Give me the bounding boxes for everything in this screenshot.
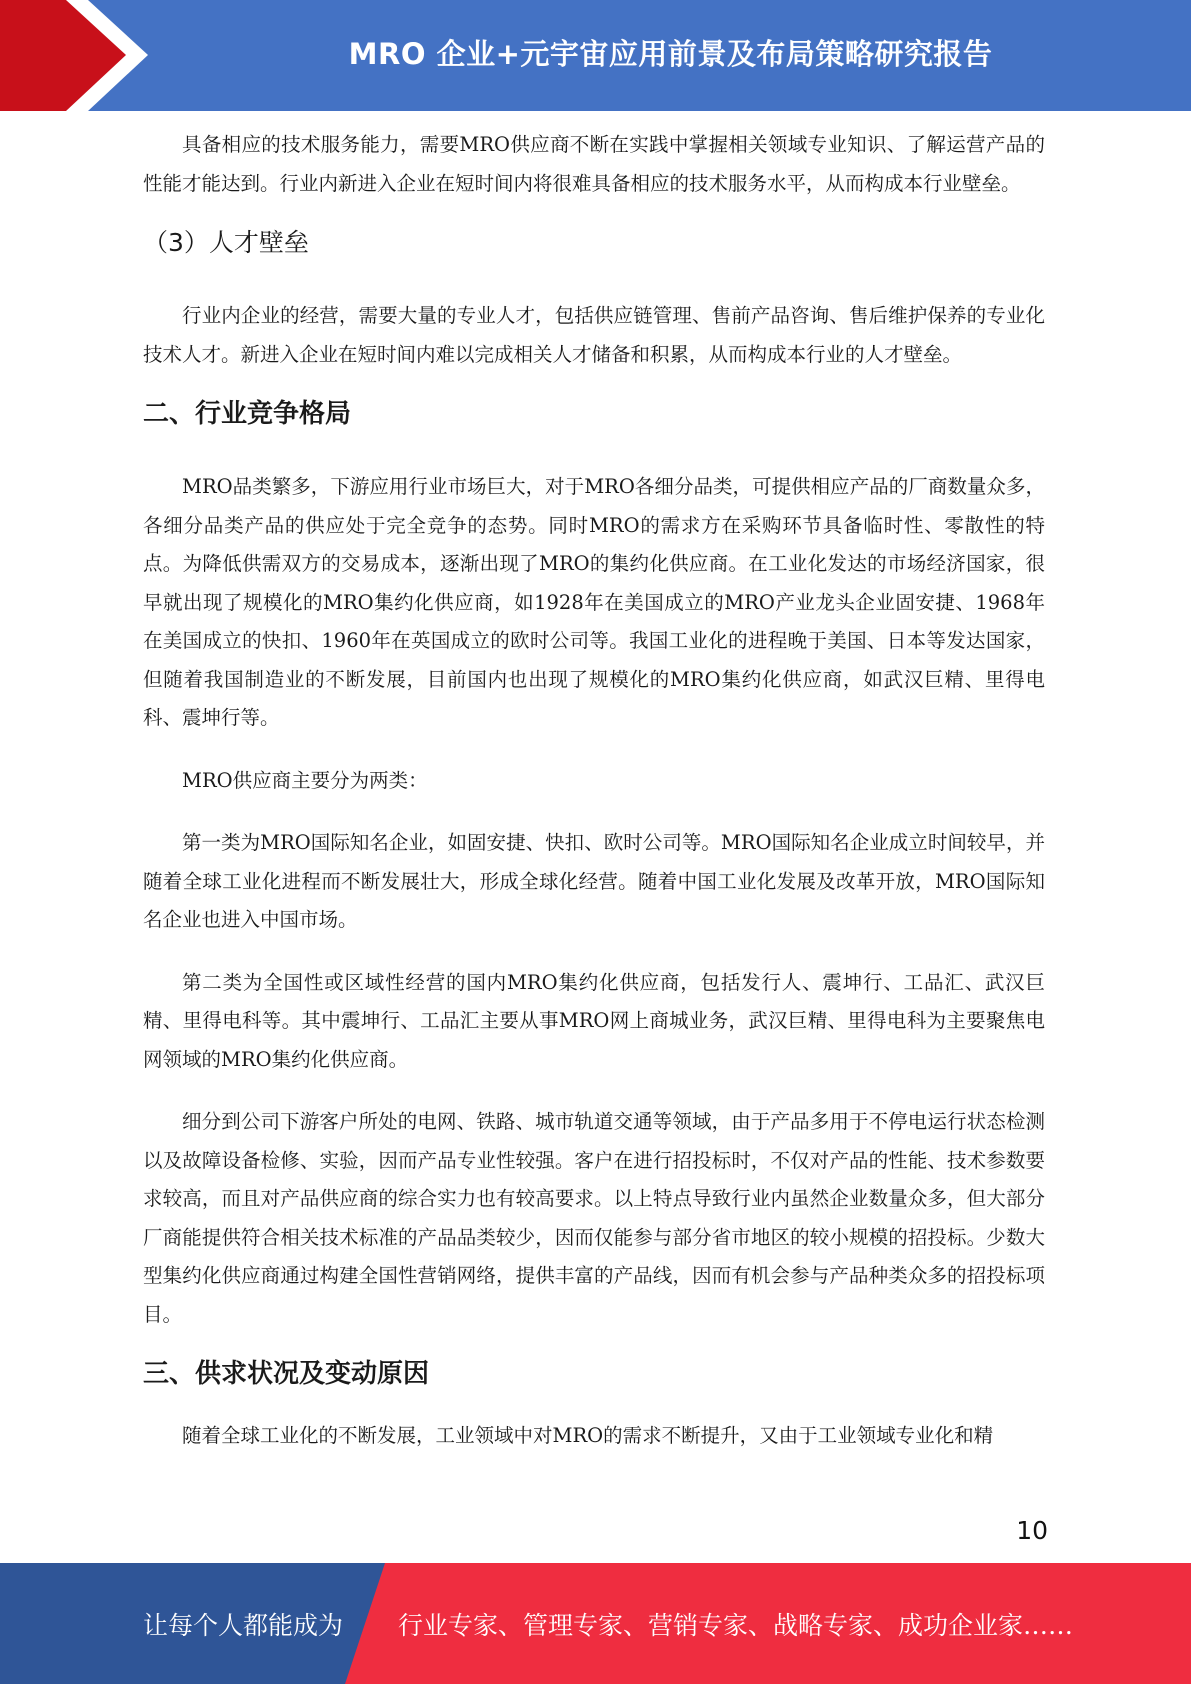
paragraph: 细分到公司下游客户所处的电网、铁路、城市轨道交通等领域，由于产品多用于不停电运行状态检测以及故障设备检修、实验，因而产品专业性较强。客户在进行招投标时，不仅对产品的性能、技术参数要求较高，而且对产品供应商的综合实力也有较高要求。以上特点导致行业内虽然企业数量众多，但大部分厂商能提供符合相关技术标准的产品品类较少，因而仅能参与部分省市地区的较小规模的招投标。少数大型集约化供应商通过构建全国性营销网络，提供丰富的产品线，因而有机会参与产品种类众多的招投标项目。 xyxy=(143,1110,1045,1326)
header-bar xyxy=(0,0,1191,111)
section-heading-competition: 二、行业竞争格局 xyxy=(143,399,352,429)
paragraph: 第二类为全国性或区域性经营的国内MRO集约化供应商，包括发行人、震坤行、工品汇、武汉巨精、里得电科等。其中震坤行、工品汇主要从事MRO网上商城业务，武汉巨精、里得电科为主要聚焦电网领域的MRO集约化供应商。 xyxy=(143,970,1045,1071)
report-title: MRO 企业+元宇宙应用前景及布局策略研究报告 xyxy=(348,36,993,71)
paragraph: 第一类为MRO国际知名企业，如固安捷、快扣、欧时公司等。MRO国际知名企业成立时间较早，并随着全球工业化进程而不断发展壮大，形成全球化经营。随着中国工业化发展及改革开放，MRO国际知名企业也进入中国市场。 xyxy=(143,831,1045,931)
paragraph: MRO品类繁多，下游应用行业市场巨大，对于MRO各细分品类，可提供相应产品的厂商数量众多，各细分品类产品的供应处于完全竞争的态势。同时MRO的需求方在采购环节具备临时性、零散性的特点。为降低供需双方的交易成本，逐渐出现了MRO的集约化供应商。在工业化发达的市场经济国家，很早就出现了规模化的MRO集约化供应商，如1928年在美国成立的MRO产业龙头企业固安捷、1968年在美国成立的快扣、1960年在英国成立的欧时公司等。我国工业化的进程晚于美国、日本等发达国家，但随着我国制造业的不断发展，目前国内也出现了规模化的MRO集约化供应商，如武汉巨精、里得电科、震坤行等。 xyxy=(143,475,1045,729)
paragraph: 随着全球工业化的不断发展，工业领域中对MRO的需求不断提升，又由于工业领域专业化和精 xyxy=(182,1424,994,1447)
paragraph: MRO供应商主要分为两类： xyxy=(182,768,428,792)
document-body xyxy=(143,126,1045,1455)
footer-slogan-right: 行业专家、管理专家、营销专家、战略专家、成功企业家…… xyxy=(398,1610,1074,1640)
footer-slogan-left: 让每个人都能成为 xyxy=(143,1610,344,1640)
paragraph: 行业内企业的经营，需要大量的专业人才，包括供应链管理、售前产品咨询、售后维护保养的专业化技术人才。新进入企业在短时间内难以完成相关人才储备和积累，从而构成本行业的人才壁垒。 xyxy=(143,304,1045,366)
subsection-heading-talent-barrier: （3）人才壁垒 xyxy=(143,228,309,257)
page-number: 10 xyxy=(1016,1516,1048,1545)
footer-bar xyxy=(0,1563,1191,1684)
header-chevron-decoration xyxy=(0,0,160,111)
paragraph: 具备相应的技术服务能力，需要MRO供应商不断在实践中掌握相关领域专业知识、了解运营产品的性能才能达到。行业内新进入企业在短时间内将很难具备相应的技术服务水平，从而构成本行业壁垒。 xyxy=(143,133,1045,195)
section-heading-supply-demand: 三、供求状况及变动原因 xyxy=(143,1359,430,1389)
